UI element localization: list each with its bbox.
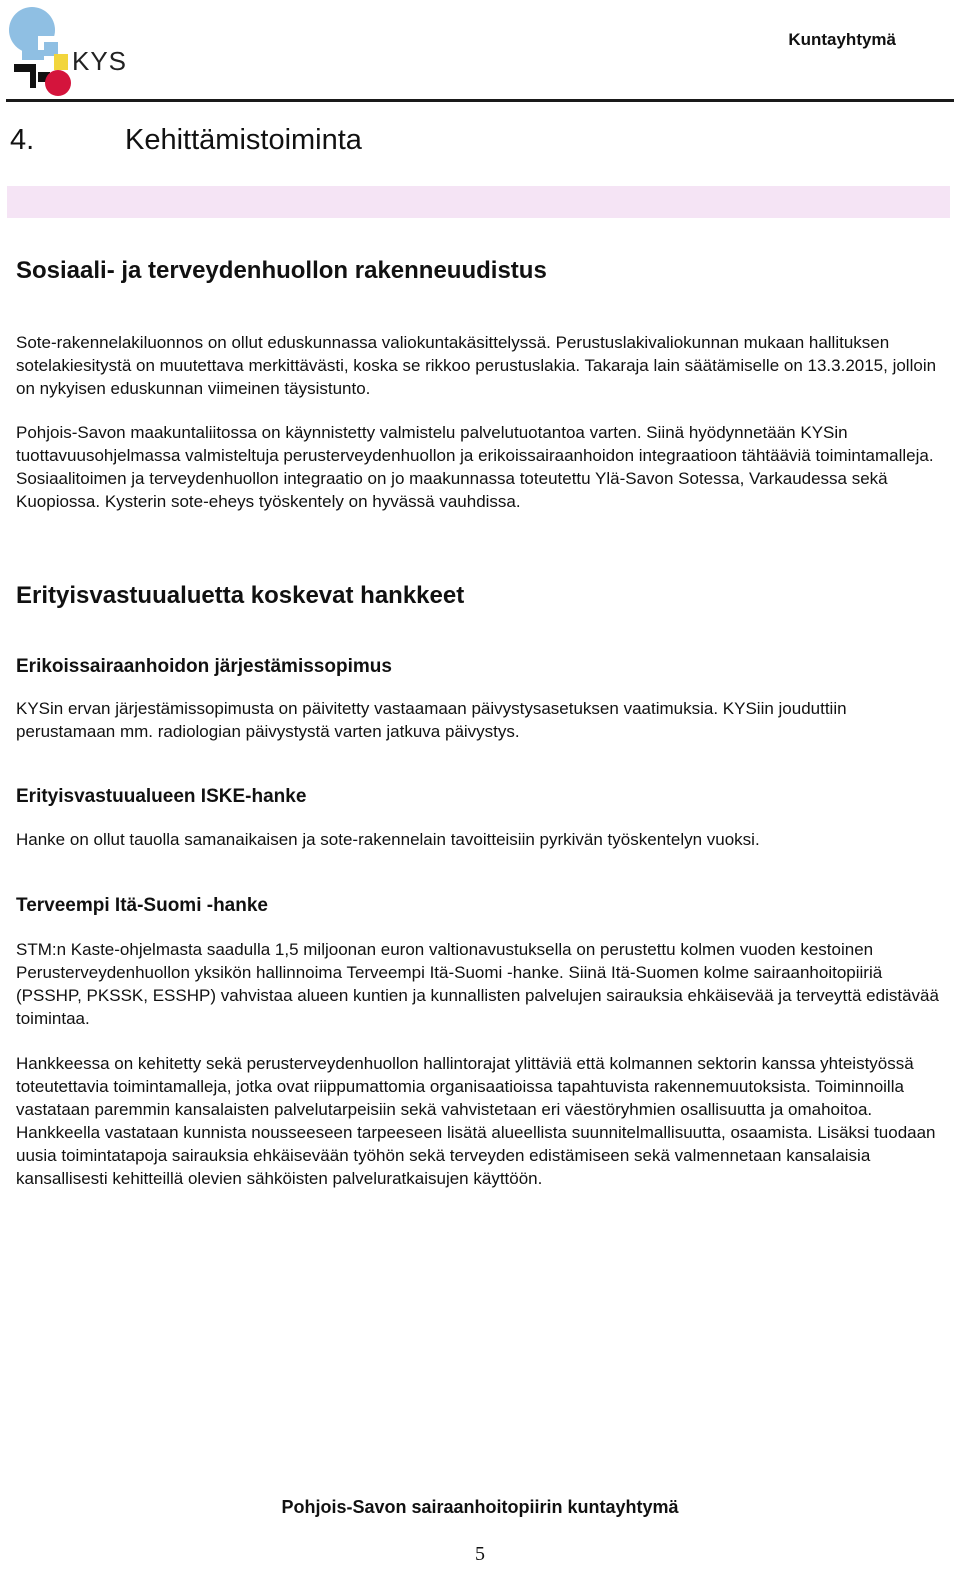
chapter-heading [10,124,362,157]
section-title-erva: Erityisvastuualuetta koskevat hankkeet [16,582,465,609]
decorative-band [7,186,950,218]
subsection-title: Terveempi Itä-Suomi -hanke [16,895,268,916]
subsection-title: Erikoissairaanhoidon järjestämissopimus [16,656,392,677]
paragraph: STM:n Kaste-ohjelmasta saadulla 1,5 miljoonan euron valtionavustuksella on perustettu kolmen vuoden kestoinen Perusterveydenhuollon yksikön hallinnoima Terveempi Itä-Suomi -hanke. Siinä Itä-Suomen kolme sairaanhoitopiiriä (PSSHP, PKSSK, ESSHP) vahvistaa alueen kuntien ja kunnallisten palvelujen sairauksia ehkäisevää ja terveyttä edistävää toimintaa. [16,940,939,1028]
kys-logo [8,6,128,98]
chapter-number: 4. [10,124,35,156]
footer-org-name: Pohjois-Savon sairaanhoitopiirin kuntayhtymä [281,1497,679,1517]
header-divider [6,99,954,102]
logo-text: KYS [72,46,128,76]
paragraph: Hanke on ollut tauolla samanaikaisen ja sote-rakennelain tavoitteisiin pyrkivän työskentelyn vuoksi. [16,830,760,849]
paragraph: Sote-rakennelakiluonnos on ollut eduskunnassa valiokuntakäsittelyssä. Perustuslakivaliokunnan mukaan hallituksen sotelakiesitystä on muutettava merkittävästi, koska se rikkoo perustuslakia. Takaraja lain säätämiselle on 13.3.2015, jolloin on nykyisen eduskunnan viimeinen täysistunto. [16,333,937,398]
section-title-sote: Sosiaali- ja terveydenhuollon rakenneuudistus [16,257,547,284]
org-type-label: Kuntayhtymä [788,30,896,49]
page-number: 5 [475,1543,485,1565]
chapter-title: Kehittämistoiminta [125,124,362,156]
paragraph: Pohjois-Savon maakuntaliitossa on käynnistetty valmistelu palvelutuotantoa varten. Siinä hyödynnetään KYSin tuottavuusohjelmassa valmisteltuja perusterveydenhuollon ja erikoissairaanhoidon integraatioon tähtääviä toimintamalleja. Sosiaalitoimen ja terveydenhuollon integraatio on jo maakunnassa toteutettu Ylä-Savon Sotessa, Varkaudessa sekä Kuopiossa. Kysterin sote-eheys työskentely on hyvässä vauhdissa. [16,423,934,511]
paragraph: KYSin ervan järjestämissopimusta on päivitetty vastaamaan päivystysasetuksen vaatimuksia. KYSiin jouduttiin perustamaan mm. radiologian päivystystä varten jatkuva päivystys. [16,699,847,741]
paragraph: Hankkeessa on kehitetty sekä perusterveydenhuollon hallintorajat ylittäviä että kolmannen sektorin kanssa yhteistyössä toteutettavia toimintamalleja, jotka ovat riippumattomia organisaatioissa tapahtuvista rakennemuutoksista. Toiminnoilla vastataan paremmin kansalaisten palvelutarpeisiin sekä vahvistetaan eri väestöryhmien osallisuutta ja omahoitoa. Hankkeella vastataan kunnista nousseeseen tarpeeseen lisätä alueellista suunnitelmallisuutta, osaamista. Lisäksi tuodaan uusia toimintatapoja sairauksia ehkäisevään työhön sekä terveyden edistämiseen sekä valmennetaan kansalaisia kansallisesti kehitteillä olevien sähköisten palveluratkaisujen käyttöön. [16,1054,936,1188]
main-content [16,250,940,1190]
subsection-title: Erityisvastuualueen ISKE-hanke [16,786,307,807]
